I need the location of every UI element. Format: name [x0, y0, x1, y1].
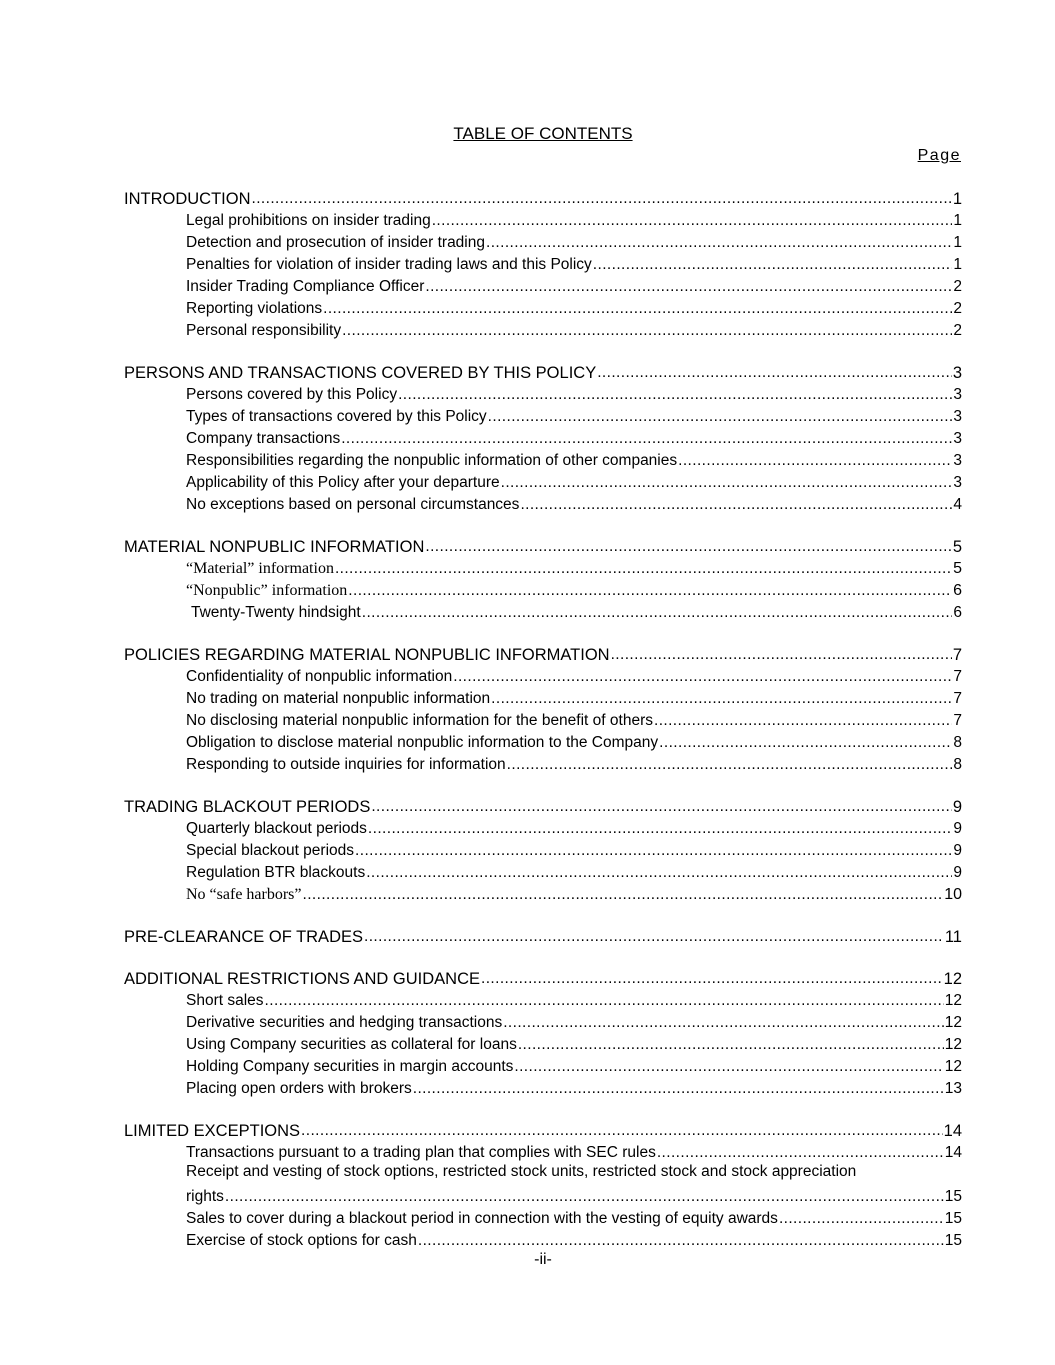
- leader-dots: [597, 364, 952, 382]
- leader-dots: [678, 452, 952, 470]
- toc-page-number: 15: [944, 1188, 962, 1205]
- leader-dots: [371, 798, 951, 816]
- toc-item-label: Legal prohibitions on insider trading: [186, 212, 431, 229]
- toc-page-number: 3: [953, 452, 962, 469]
- toc-page-number: 3: [953, 474, 962, 491]
- leader-dots: [514, 1058, 943, 1076]
- toc-item-label: No trading on material nonpublic information: [186, 690, 491, 707]
- leader-dots: [779, 1210, 944, 1228]
- leader-dots: [501, 474, 953, 492]
- toc-page-number: 1: [953, 256, 962, 273]
- leader-dots: [398, 386, 952, 404]
- toc-item[interactable]: [186, 1010, 962, 1032]
- leader-dots: [252, 190, 952, 208]
- toc-section-pre-clearance-of-trades[interactable]: [124, 924, 962, 946]
- toc-item-label: Obligation to disclose material nonpublic information to the Company: [186, 734, 659, 751]
- toc-item-label: Penalties for violation of insider trading laws and this Policy: [186, 256, 592, 273]
- leader-dots: [225, 1188, 944, 1206]
- toc-item-label: No exceptions based on personal circumstances: [186, 496, 520, 513]
- toc-item-label: Personal responsibility: [186, 322, 342, 339]
- toc-item-label: Derivative securities and hedging transactions: [186, 1014, 503, 1031]
- toc-section-title: PRE-CLEARANCE OF TRADES: [124, 928, 363, 946]
- toc-page-number: 3: [953, 386, 962, 403]
- toc-item-label: Responsibilities regarding the nonpublic information of other companies: [186, 452, 678, 469]
- toc-item[interactable]: [191, 600, 962, 622]
- leader-dots: [518, 1036, 944, 1054]
- toc-page-number: 3: [952, 364, 962, 382]
- toc-item-label: Company transactions: [186, 430, 341, 447]
- page-column-heading: Page: [917, 147, 961, 164]
- toc-item-label: Holding Company securities in margin accounts: [186, 1058, 514, 1075]
- leader-dots: [348, 582, 952, 600]
- toc-section-title: ADDITIONAL RESTRICTIONS AND GUIDANCE: [124, 970, 481, 988]
- leader-dots: [355, 842, 952, 860]
- leader-dots: [413, 1080, 944, 1098]
- toc-page-number: 1: [953, 234, 962, 251]
- toc-page-number: 12: [944, 992, 962, 1009]
- toc-section-introduction[interactable]: [124, 186, 962, 208]
- toc-item[interactable]: [186, 382, 962, 404]
- toc-item-label: Responding to outside inquiries for information: [186, 756, 506, 773]
- toc-item[interactable]: [186, 1140, 962, 1162]
- toc-item-label: Special blackout periods: [186, 842, 355, 859]
- toc-item[interactable]: [186, 664, 962, 686]
- toc-page-number: 12: [944, 1058, 962, 1075]
- toc-item[interactable]: [186, 208, 962, 230]
- toc-page-number: 7: [953, 668, 962, 685]
- toc-page-number: 14: [943, 1122, 962, 1140]
- leader-dots: [368, 820, 952, 838]
- toc-item-label: Sales to cover during a blackout period in connection with the vesting of equity awards: [186, 1210, 778, 1227]
- toc-page-number: 2: [953, 322, 962, 339]
- toc-item[interactable]: [186, 470, 962, 492]
- leader-dots: [432, 212, 953, 230]
- toc-section-limited-exceptions[interactable]: [124, 1118, 962, 1140]
- toc-page-number: 1: [953, 212, 962, 229]
- toc-item-label-line-1[interactable]: Receipt and vesting of stock options, restricted stock units, restricted stock and stock appreciation: [186, 1163, 857, 1180]
- toc-item[interactable]: [186, 1206, 962, 1228]
- toc-item[interactable]: [186, 318, 962, 340]
- toc-item[interactable]: [186, 1184, 962, 1206]
- toc-item-label: Quarterly blackout periods: [186, 820, 367, 837]
- toc-item-label-continuation: rights: [186, 1188, 224, 1205]
- leader-dots: [364, 928, 944, 946]
- toc-item-label: Confidentiality of nonpublic information: [186, 668, 453, 685]
- toc-page-number: 3: [953, 430, 962, 447]
- toc-item[interactable]: [186, 882, 962, 904]
- toc-item-label: Applicability of this Policy after your departure: [186, 474, 500, 491]
- toc-page-number: 10: [944, 886, 962, 903]
- toc-item[interactable]: [186, 1076, 962, 1098]
- toc-page-number: 9: [953, 864, 962, 881]
- toc-page-number: 1: [952, 190, 962, 208]
- leader-dots: [418, 1232, 944, 1250]
- toc-item-label: Regulation BTR blackouts: [186, 864, 366, 881]
- leader-dots: [503, 1014, 944, 1032]
- toc-page-number: 11: [944, 928, 962, 946]
- leader-dots: [425, 538, 951, 556]
- leader-dots: [301, 1122, 943, 1140]
- toc-section-title: TRADING BLACKOUT PERIODS: [124, 798, 371, 816]
- leader-dots: [335, 560, 952, 578]
- leader-dots: [486, 234, 952, 252]
- toc-page-number: 12: [944, 1036, 962, 1053]
- toc-page-number: 3: [953, 408, 962, 425]
- leader-dots: [323, 300, 952, 318]
- toc-page-number: 7: [953, 690, 962, 707]
- toc-item-label: Reporting violations: [186, 300, 323, 317]
- toc-page-number: 12: [944, 1014, 962, 1031]
- toc-item[interactable]: [186, 492, 962, 514]
- toc-section-persons-and-transactions[interactable]: [124, 360, 962, 382]
- toc-page-number: 8: [953, 734, 962, 751]
- toc-page-number: 12: [943, 970, 962, 988]
- toc-item-label: Types of transactions covered by this Policy: [186, 408, 487, 425]
- toc-item[interactable]: [186, 252, 962, 274]
- toc-item[interactable]: [186, 296, 962, 318]
- toc-item[interactable]: [186, 686, 962, 708]
- leader-dots: [366, 864, 952, 882]
- leader-dots: [593, 256, 953, 274]
- toc-item-label: Insider Trading Compliance Officer: [186, 278, 425, 295]
- toc-section-title: INTRODUCTION: [124, 190, 251, 208]
- toc-item[interactable]: [186, 578, 962, 600]
- toc-page-number: 6: [953, 582, 962, 599]
- toc-item[interactable]: [186, 816, 962, 838]
- toc-page-number: 2: [953, 300, 962, 317]
- page-title: TABLE OF CONTENTS: [453, 124, 633, 143]
- toc-page-number: 9: [953, 842, 962, 859]
- toc-page-number: 15: [944, 1232, 962, 1249]
- toc-section-policies-regarding-mnpi[interactable]: [124, 642, 962, 664]
- leader-dots: [657, 1144, 944, 1162]
- toc-item[interactable]: [186, 988, 962, 1010]
- leader-dots: [481, 970, 943, 988]
- toc-item-label: “Material” information: [186, 560, 334, 577]
- toc-item[interactable]: [186, 1228, 962, 1250]
- toc-item[interactable]: [186, 404, 962, 426]
- leader-dots: [362, 604, 953, 622]
- toc-page-number: 9: [952, 798, 962, 816]
- toc-section-title: LIMITED EXCEPTIONS: [124, 1122, 301, 1140]
- toc-page-number: 7: [953, 712, 962, 729]
- toc-page-number: 5: [952, 538, 962, 556]
- toc-item-label: No “safe harbors”: [186, 886, 302, 903]
- toc-item-label: Placing open orders with brokers: [186, 1080, 412, 1097]
- toc-item[interactable]: [186, 230, 962, 252]
- leader-dots: [342, 322, 952, 340]
- leader-dots: [453, 668, 952, 686]
- leader-dots: [341, 430, 952, 448]
- toc-item[interactable]: [186, 1054, 962, 1076]
- toc-item[interactable]: [186, 708, 962, 730]
- toc-page-number: 2: [953, 278, 962, 295]
- toc-section-title: MATERIAL NONPUBLIC INFORMATION: [124, 538, 425, 556]
- leader-dots: [507, 756, 953, 774]
- toc-page-number: 9: [953, 820, 962, 837]
- toc-item-label: Detection and prosecution of insider trading: [186, 234, 485, 251]
- toc-item[interactable]: [186, 426, 962, 448]
- toc-page-number: 5: [953, 560, 962, 577]
- toc-item-label: Exercise of stock options for cash: [186, 1232, 417, 1249]
- toc-page-number: 6: [953, 604, 962, 621]
- leader-dots: [654, 712, 952, 730]
- toc-page-number: 13: [944, 1080, 962, 1097]
- leader-dots: [265, 992, 944, 1010]
- toc-page-number: 15: [944, 1210, 962, 1227]
- toc-item-label: Using Company securities as collateral for loans: [186, 1036, 517, 1053]
- toc-item-label: Transactions pursuant to a trading plan that complies with SEC rules: [186, 1144, 656, 1161]
- toc-page-number: 4: [953, 496, 962, 513]
- leader-dots: [611, 646, 952, 664]
- leader-dots: [303, 886, 944, 904]
- toc-item[interactable]: [186, 838, 962, 860]
- toc-item-label: Twenty-Twenty hindsight: [191, 604, 361, 621]
- leader-dots: [488, 408, 953, 426]
- toc-section-trading-blackout-periods[interactable]: [124, 794, 962, 816]
- toc-item[interactable]: [186, 1032, 962, 1054]
- toc-page-number: 7: [952, 646, 962, 664]
- toc-section-additional-restrictions[interactable]: [124, 966, 962, 988]
- leader-dots: [659, 734, 952, 752]
- toc-section-title: POLICIES REGARDING MATERIAL NONPUBLIC INFORMATION: [124, 646, 610, 664]
- toc-item-label: “Nonpublic” information: [186, 582, 348, 599]
- toc-item[interactable]: [186, 752, 962, 774]
- leader-dots: [425, 278, 952, 296]
- toc-item[interactable]: [186, 448, 962, 470]
- leader-dots: [520, 496, 952, 514]
- toc-item-label: No disclosing material nonpublic information for the benefit of others: [186, 712, 653, 729]
- toc-item[interactable]: [186, 556, 962, 578]
- toc-item[interactable]: [186, 274, 962, 296]
- toc-item[interactable]: [186, 860, 962, 882]
- toc-section-material-nonpublic-information[interactable]: [124, 534, 962, 556]
- toc-item[interactable]: [186, 730, 962, 752]
- toc-section-title: PERSONS AND TRANSACTIONS COVERED BY THIS POLICY: [124, 364, 597, 382]
- leader-dots: [491, 690, 952, 708]
- toc-page-number: 8: [953, 756, 962, 773]
- page-footer-number: -ii-: [534, 1251, 552, 1268]
- toc-item-label: Short sales: [186, 992, 264, 1009]
- toc-page-number: 14: [944, 1144, 962, 1161]
- toc-item-label: Persons covered by this Policy: [186, 386, 398, 403]
